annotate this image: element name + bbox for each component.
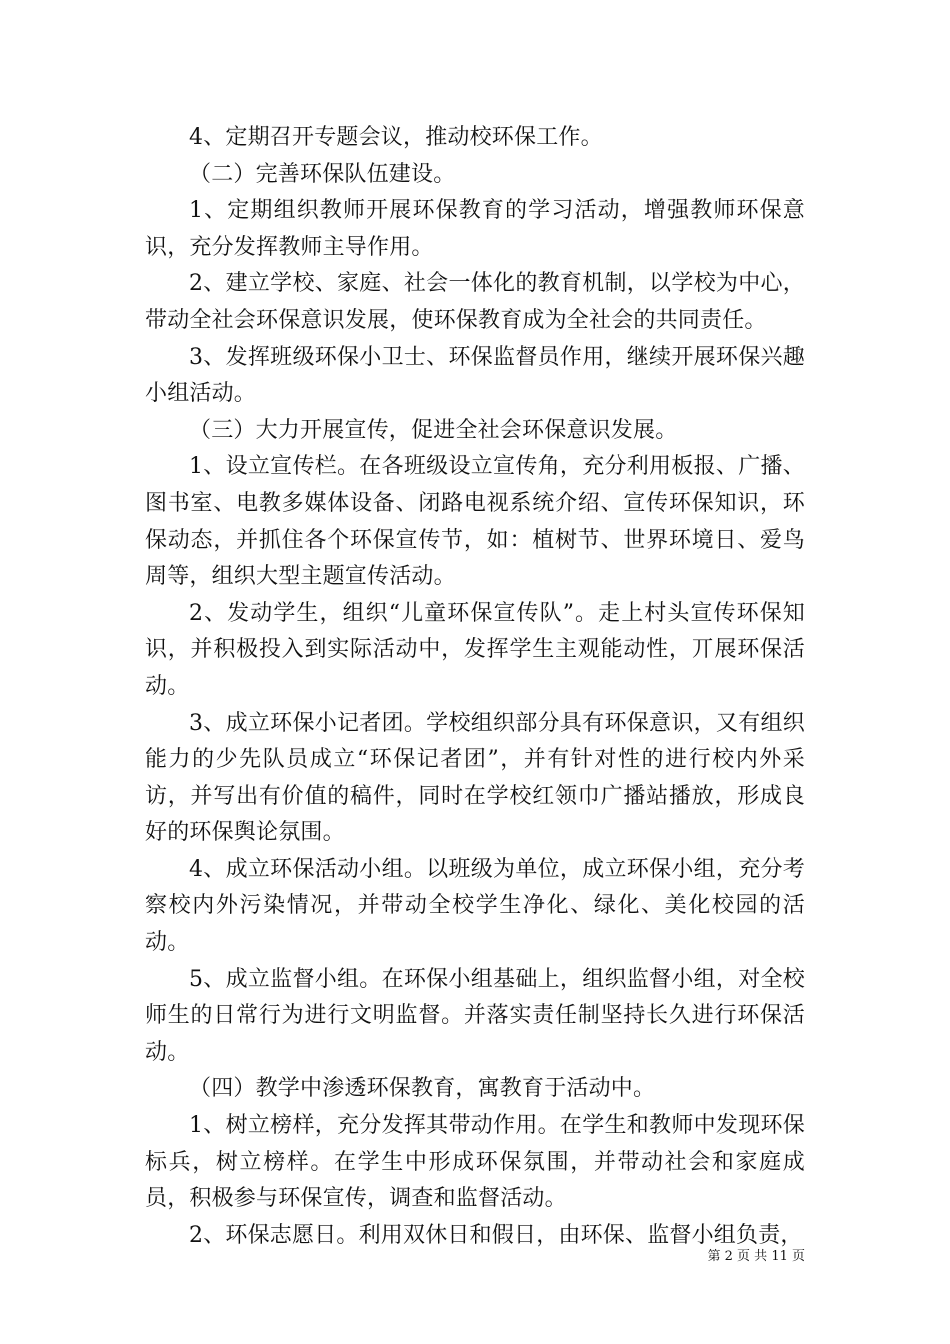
paragraph-1: 4、定期召开专题会议，推动校环保工作。 bbox=[189, 125, 603, 150]
paragraph-14: 2、环保志愿日。利用双休日和假日，由环保、监督小组负责， bbox=[189, 1222, 803, 1248]
page-number-footer: 第 2 页 共 11 页 bbox=[707, 1249, 805, 1264]
document-body bbox=[145, 120, 805, 1254]
paragraph-9: 3、成立环保小记者团。学校组织部分具有环保意识，又有组织能力的少先队员成立“环保记者团”，并有针对性的进行校内外采访，并写出有价值的稿件，同时在学校红领巾广播站播放，形成良好的环保舆论氛围。 bbox=[145, 710, 805, 846]
section-heading-4: （四）教学中渗透环保教育，寓教育于活动中。 bbox=[189, 1076, 656, 1102]
paragraph-7: 1、设立宣传栏。在各班级设立宣传角，充分利用板报、广播、图书室、电教多媒体设备、闭路电视系统介绍、宣传环保知识，环保动态，并抓住各个环保宣传节，如：植树节、世界环境日、爱鸟周等，组织大型主题宣传活动。 bbox=[145, 454, 805, 590]
paragraph-3: 1、定期组织教师开展环保教育的学习活动，增强教师环保意识，充分发挥教师主导作用。 bbox=[145, 198, 805, 260]
paragraph-11: 5、成立监督小组。在环保小组基础上，组织监督小组，对全校师生的日常行为进行文明监督。并落实责任制坚持长久进行环保活动。 bbox=[145, 966, 805, 1065]
section-heading-2: （二）完善环保队伍建设。 bbox=[189, 161, 456, 187]
section-heading-3: （三）大力开展宣传，促进全社会环保意识发展。 bbox=[189, 417, 678, 443]
paragraph-10: 4、成立环保活动小组。以班级为单位，成立环保小组，充分考察校内外污染情况，并带动全校学生净化、绿化、美化校园的活动。 bbox=[145, 856, 805, 956]
paragraph-8: 2、发动学生，组织“儿童环保宣传队”。走上村头宣传环保知识，并积极投入到实际活动中，发挥学生主观能动性，丌展环保活动。 bbox=[145, 600, 805, 699]
paragraph-5: 3、发挥班级环保小卫士、环保监督员作用，继续开展环保兴趣小组活动。 bbox=[145, 344, 805, 407]
paragraph-4: 2、建立学校、家庭、社会一体化的教育机制，以学校为中心，带动全社会环保意识发展，使环保教育成为全社会的共同责任。 bbox=[145, 271, 805, 333]
paragraph-13: 1、树立榜样，充分发挥其带动作用。在学生和教师中发现环保标兵，树立榜样。在学生中形成环保氛围，并带动社会和家庭成员，积极参与环保宣传，调查和监督活动。 bbox=[145, 1113, 805, 1212]
